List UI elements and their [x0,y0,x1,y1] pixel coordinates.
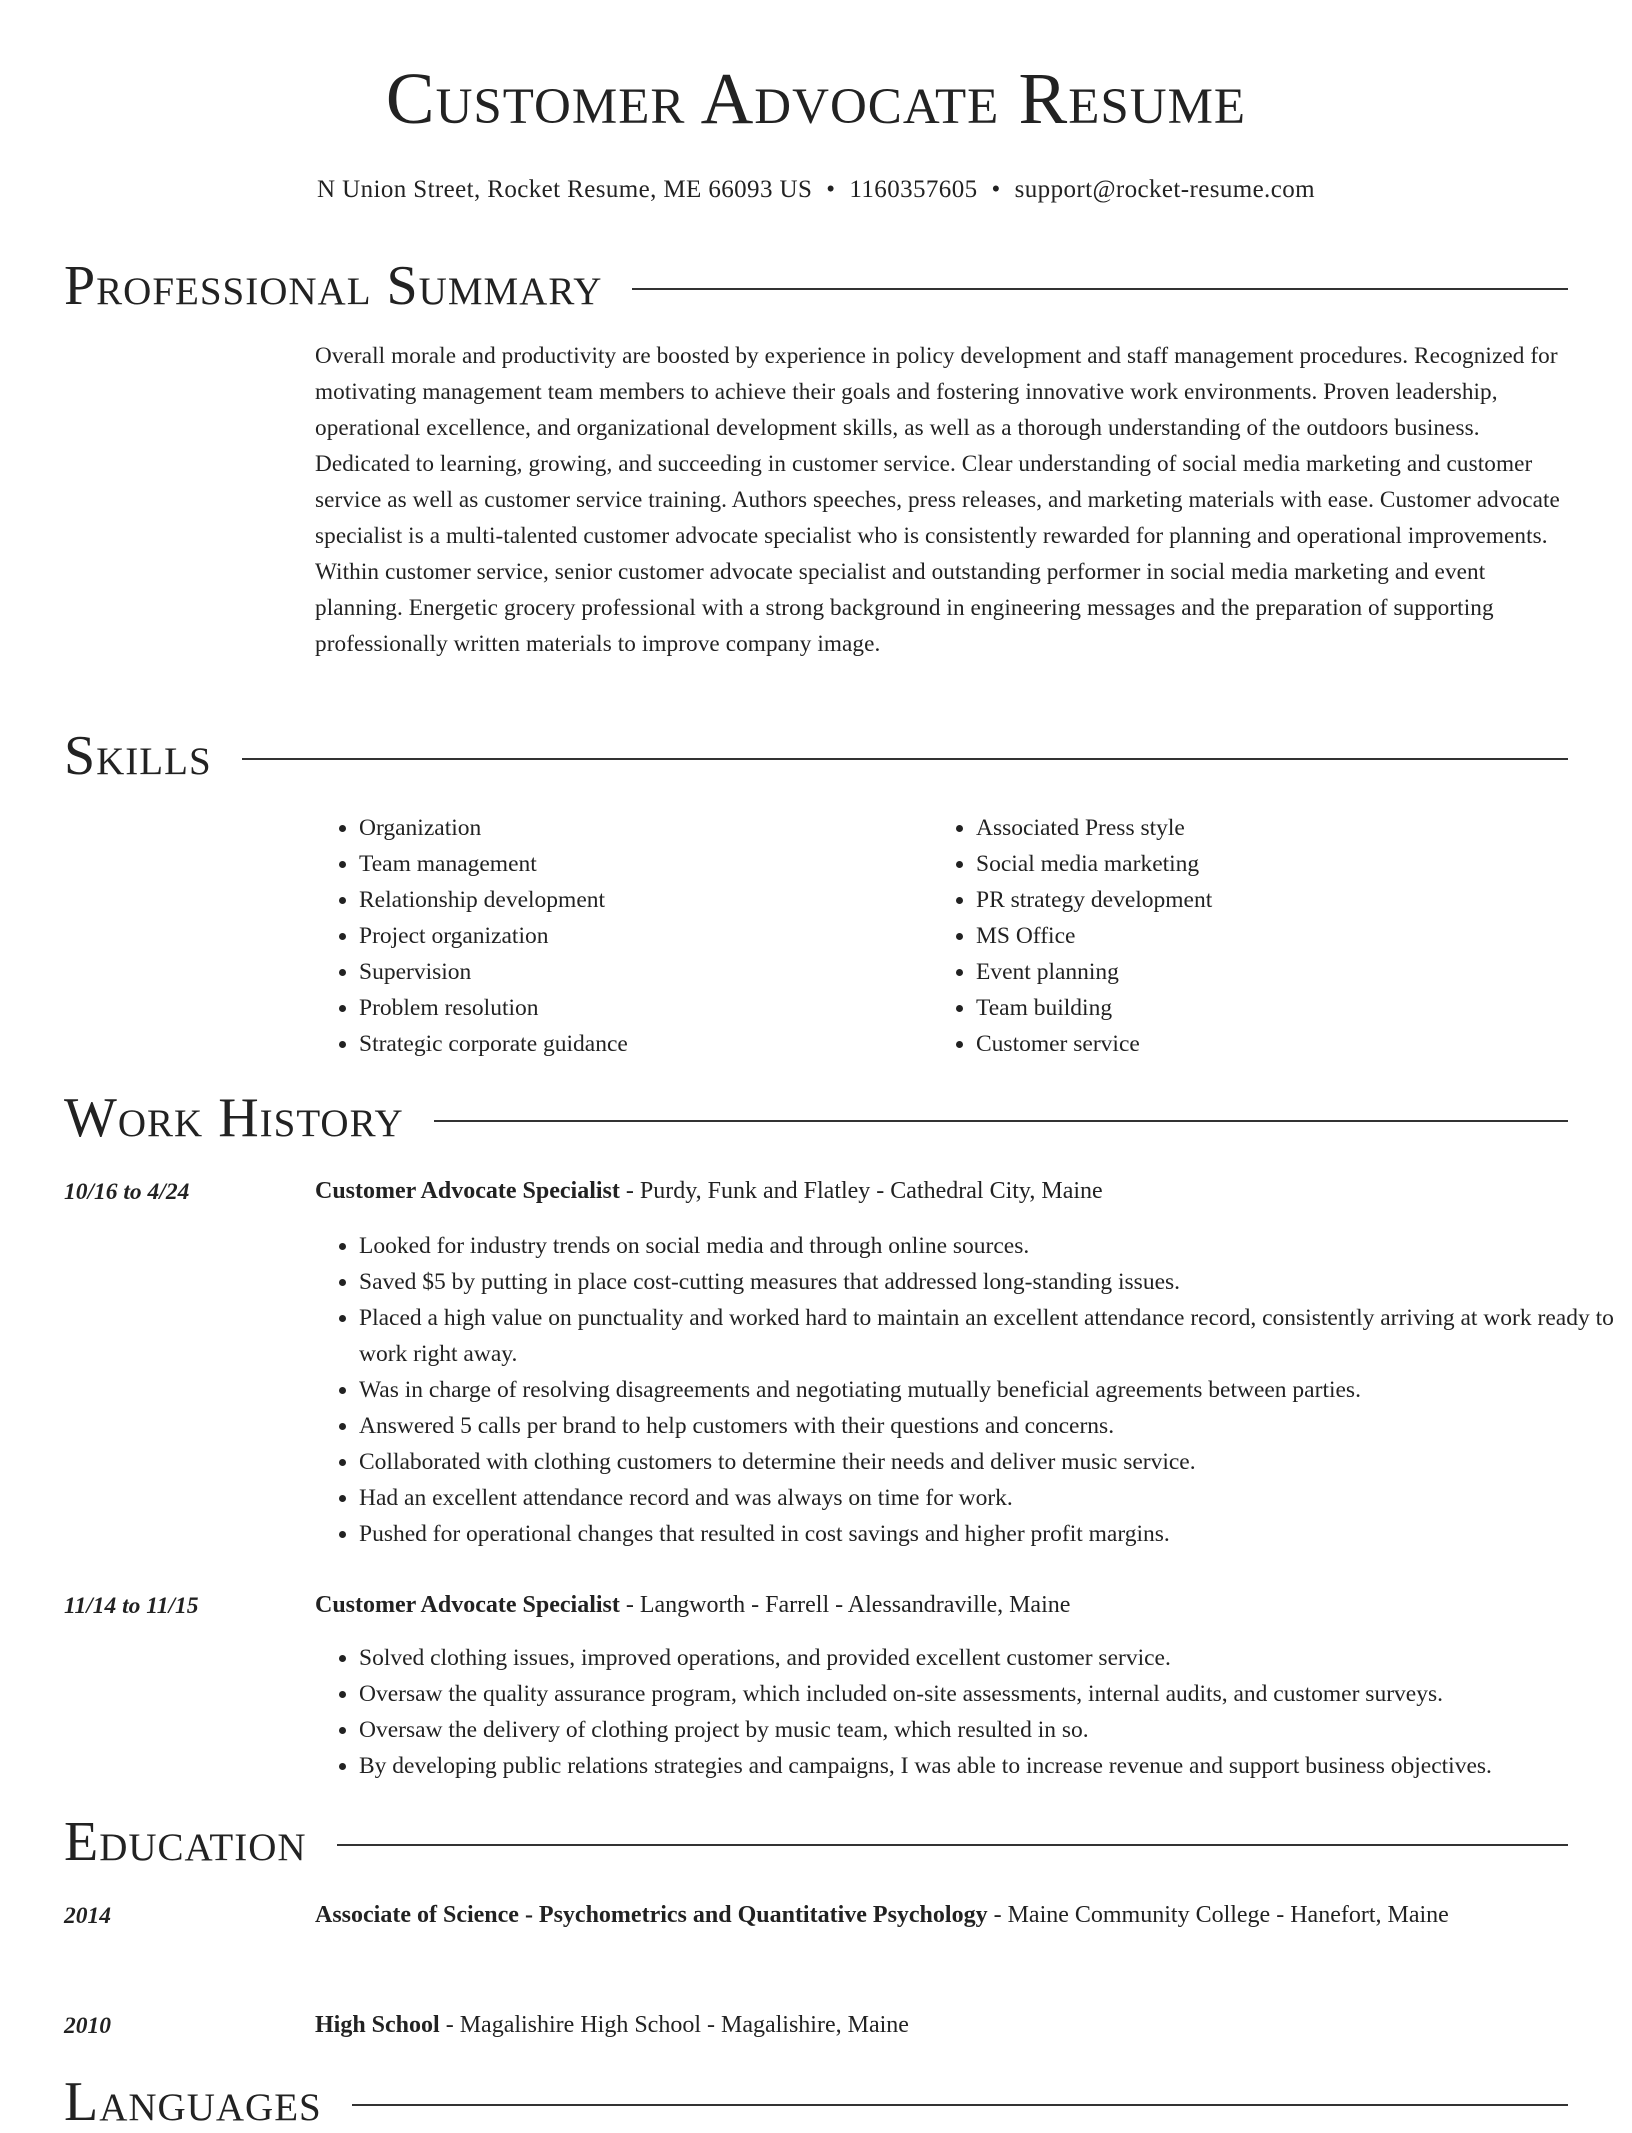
section-divider [434,1120,1568,1122]
contact-email: support@rocket-resume.com [1014,176,1315,203]
job-bullet: • Pushed for operational changes that resulted in cost savings and higher profit margins. [359,1516,1614,1552]
job-title: Customer Advocate Specialist [315,1178,620,1204]
skill-item: • PR strategy development [976,882,1212,918]
job-bullet: • By developing public relations strategies and campaigns, I was able to increase revenue and support business objectives. [359,1748,1614,1784]
education-degree: Associate of Science - Psychometrics and Quantitative Psychology [315,1902,988,1928]
job-bullet: • Solved clothing issues, improved operations, and provided excellent customer service. [359,1640,1614,1676]
job-bullet: • Looked for industry trends on social media and through online sources. [359,1228,1614,1264]
education-entry [315,2006,1570,2044]
job-bullets [315,1640,1614,1784]
job-bullet: • Oversaw the delivery of clothing project by music team, which resulted in so. [359,1712,1614,1748]
section-divider [352,2104,1568,2106]
education-entry [315,1896,1570,1934]
languages-section-header [64,2071,1568,2133]
education-degree: High School [315,2012,440,2038]
skills-list-left [315,810,628,1062]
job-dates: 10/16 to 4/24 [64,1179,190,1205]
resume-title: Customer Advocate Resume [385,58,1247,139]
section-divider [242,758,1568,760]
job-bullet: • Placed a high value on punctuality and worked hard to maintain an excellent attendance record, consistently arriving at work ready to work right away. [359,1300,1614,1372]
education-section-header [64,1811,1568,1873]
education-details: - Maine Community College - Hanefort, Maine [987,1902,1449,1928]
skill-item: • Social media marketing [976,846,1212,882]
skill-item: • Customer service [976,1026,1212,1062]
skill-item: • Strategic corporate guidance [359,1026,628,1062]
skill-item: • Team building [976,990,1212,1026]
work-heading: Work History [64,1087,404,1149]
skill-item: • Event planning [976,954,1212,990]
section-divider [632,288,1568,290]
summary-section-header [64,255,1568,317]
job-bullet: • Had an excellent attendance record and was always on time for work. [359,1480,1614,1516]
work-section-header [64,1087,1568,1149]
job-heading [315,1172,1570,1210]
job-dates: 11/14 to 11/15 [64,1593,199,1619]
job-heading [315,1586,1570,1624]
languages-heading: Languages [64,2071,322,2133]
education-year: 2010 [64,2013,111,2039]
skill-item: • Project organization [359,918,628,954]
education-year: 2014 [64,1903,111,1929]
education-heading: Education [64,1811,307,1873]
job-bullet: • Collaborated with clothing customers to determine their needs and deliver music service. [359,1444,1614,1480]
contact-address: N Union Street, Rocket Resume, ME 66093 US [317,176,813,203]
skills-list-right [932,810,1212,1062]
summary-heading: Professional Summary [64,255,603,317]
skill-item: • Organization [359,810,628,846]
job-bullet: • Was in charge of resolving disagreements and negotiating mutually beneficial agreements between parties. [359,1372,1614,1408]
job-details: - Purdy, Funk and Flatley - Cathedral City, Maine [619,1178,1103,1204]
contact-separator: • [826,176,836,203]
skill-item: • MS Office [976,918,1212,954]
job-details: - Langworth - Farrell - Alessandraville, Maine [619,1592,1071,1618]
education-details: - Magalishire High School - Magalishire, Maine [439,2012,909,2038]
job-bullets [315,1228,1614,1552]
job-bullet: • Oversaw the quality assurance program, which included on-site assessments, internal audits, and customer surveys. [359,1676,1614,1712]
skills-section-header [64,725,1568,787]
skill-item: • Relationship development [359,882,628,918]
skills-heading: Skills [64,725,212,787]
summary-text: Overall morale and productivity are boosted by experience in policy development and staff management procedures. Recognized for motivating management team members to achieve their goals and fostering innovative work environments. Proven leadership, operational excellence, and organizational development skills, as well as a thorough understanding of the outdoors business. Dedicated to learning, growing, and succeeding in customer service. Clear understanding of social media marketing and customer service as well as customer service training. Authors speeches, press releases, and marketing materials with ease. Customer advocate specialist is a multi-talented customer advocate specialist who is consistently rewarded for planning and operational improvements. Within customer service, senior customer advocate specialist and outstanding performer in social media marketing and event planning. Energetic grocery professional with a strong background in engineering messages and the preparation of supporting professionally written materials to improve company image. [315,343,1560,657]
contact-line [0,176,1632,204]
skill-item: • Problem resolution [359,990,628,1026]
contact-separator: • [991,176,1001,203]
skill-item: • Team management [359,846,628,882]
job-bullet: • Saved $5 by putting in place cost-cutting measures that addressed long-standing issues. [359,1264,1614,1300]
job-title: Customer Advocate Specialist [315,1592,620,1618]
skill-item: • Associated Press style [976,810,1212,846]
section-divider [337,1844,1568,1846]
contact-phone: 1160357605 [849,176,978,203]
job-bullet: • Answered 5 calls per brand to help customers with their questions and concerns. [359,1408,1614,1444]
skill-item: • Supervision [359,954,628,990]
